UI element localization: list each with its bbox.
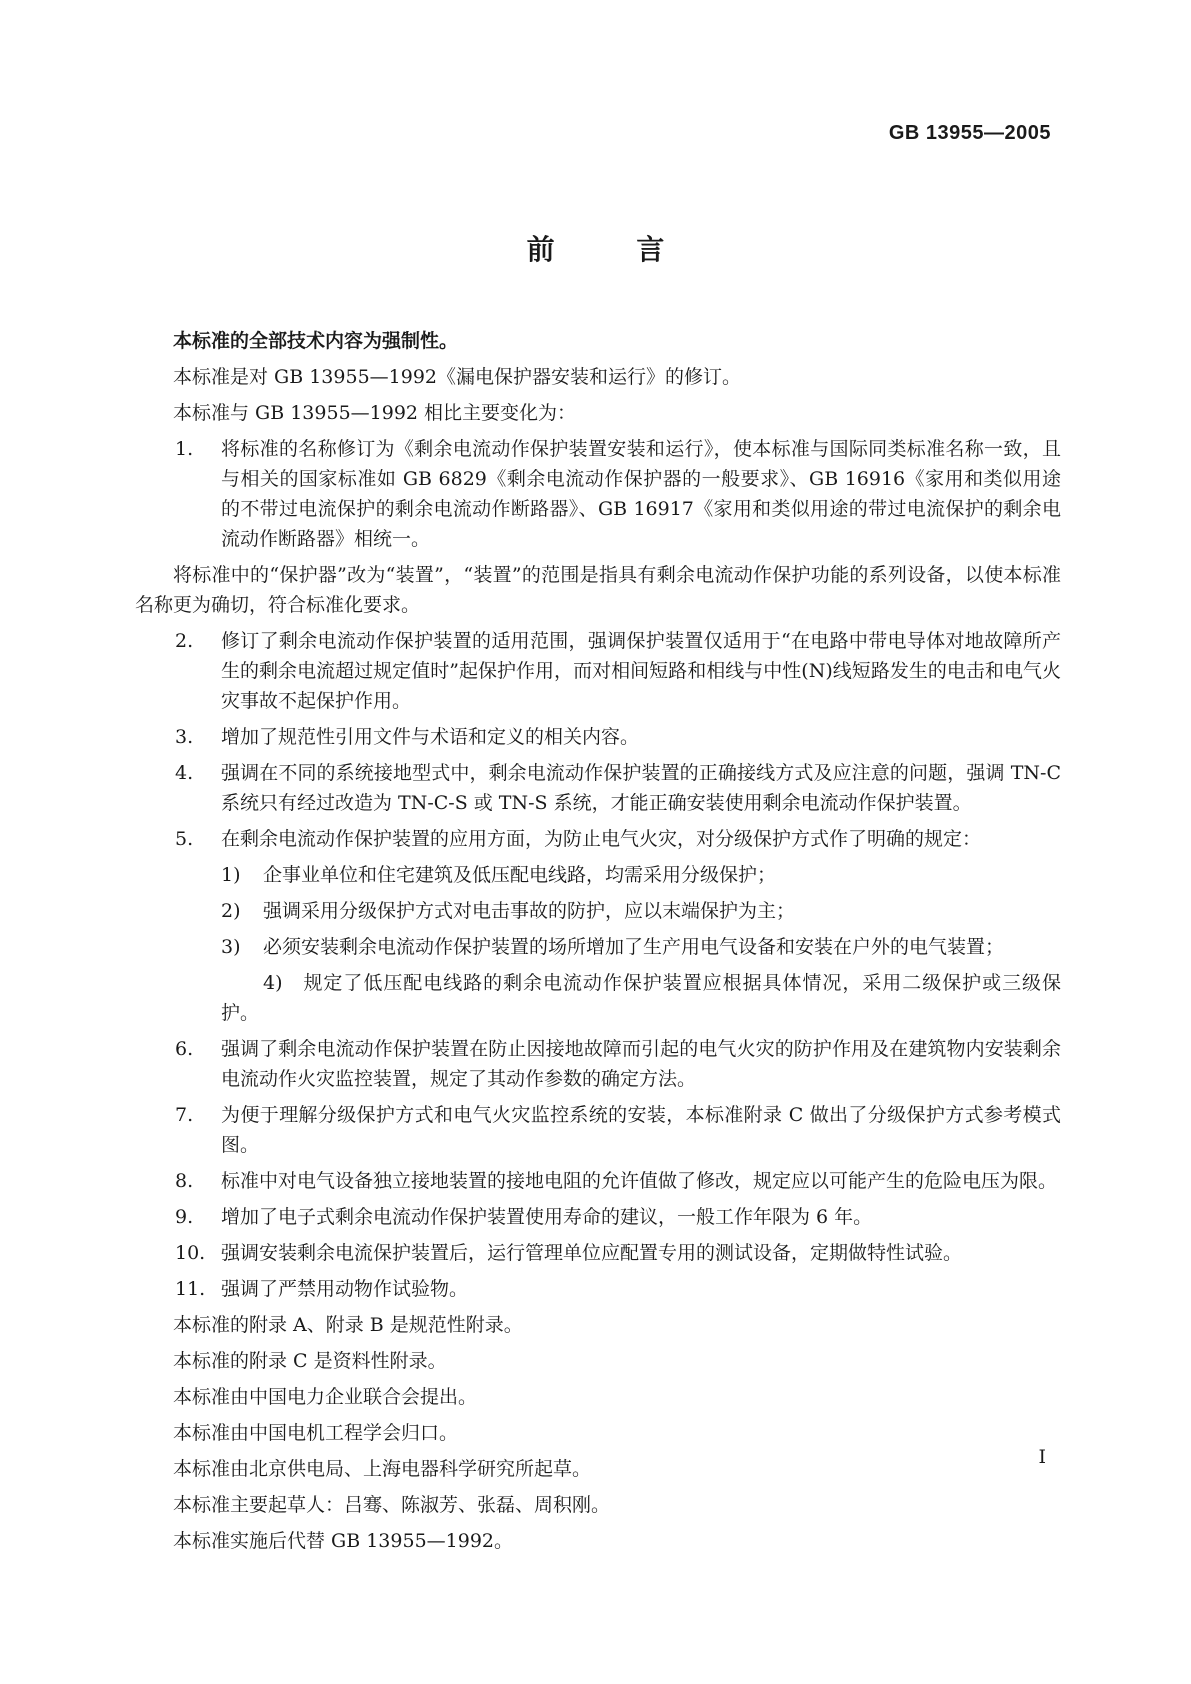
item-text: 强调了剩余电流动作保护装置在防止因接地故障而引起的电气火灾的防护作用及在建筑物内安装剩余电流动作火灾监控装置，规定了其动作参数的确定方法。: [221, 1038, 1061, 1090]
sub-item-text: 强调采用分级保护方式对电击事故的防护，应以末端保护为主；: [263, 900, 796, 922]
replacement-note: 本标准实施后代替 GB 13955—1992。: [173, 1530, 514, 1552]
change-item: [135, 1034, 1061, 1094]
centralized-by: 本标准由中国电机工程学会归口。: [173, 1422, 459, 1444]
sub-item: [135, 896, 1061, 926]
item-number: 11.: [175, 1278, 206, 1300]
item-number: 1.: [175, 438, 194, 460]
sub-item-number: 4): [263, 972, 283, 994]
item-text: 强调了严禁用动物作试验物。: [221, 1278, 469, 1300]
page-number: I: [1038, 1446, 1046, 1468]
standard-code: GB 13955—2005: [888, 122, 1051, 144]
change-item: [135, 626, 1061, 716]
change-item: [135, 722, 1061, 752]
page-title: 前 言: [526, 233, 701, 266]
sub-item-number: 2): [221, 900, 241, 922]
item-number: 7.: [175, 1104, 194, 1126]
foreword-body: [135, 326, 1061, 1562]
sub-item: [135, 932, 1061, 962]
sub-item-number: 3): [221, 936, 241, 958]
item-text: 强调在不同的系统接地型式中，剩余电流动作保护装置的正确接线方式及应注意的问题，强调 TN-C 系统只有经过改造为 TN-C-S 或 TN-S 系统，才能正确安装使用剩余电流动作保护装置。: [221, 762, 1061, 814]
sub-item: [135, 968, 1061, 1028]
change-item: [135, 1202, 1061, 1232]
item-number: 4.: [175, 762, 194, 784]
appendix-normative: 本标准的附录 A、附录 B 是规范性附录。: [173, 1314, 523, 1336]
mandatory-statement: 本标准的全部技术内容为强制性。: [173, 330, 459, 352]
drafting-units: 本标准由北京供电局、上海电器科学研究所起草。: [173, 1458, 592, 1480]
item-text: 为便于理解分级保护方式和电气火灾监控系统的安装，本标准附录 C 做出了分级保护方式参考模式图。: [221, 1104, 1061, 1156]
appendix-informative: 本标准的附录 C 是资料性附录。: [173, 1350, 447, 1372]
item-text: 标准中对电气设备独立接地装置的接地电阻的允许值做了修改，规定应以可能产生的危险电压为限。: [221, 1170, 1058, 1192]
item-number: 6.: [175, 1038, 194, 1060]
item-number: 10.: [175, 1242, 206, 1264]
main-drafters: 本标准主要起草人：吕骞、陈淑芳、张磊、周积刚。: [173, 1494, 611, 1516]
item-text: 修订了剩余电流动作保护装置的适用范围，强调保护装置仅适用于“在电路中带电导体对地故障所产生的剩余电流超过规定值时”起保护作用，而对相间短路和相线与中性(N)线短路发生的电击和电气火灾事故不起保护作用。: [221, 630, 1061, 712]
sub-item-text: 必须安装剩余电流动作保护装置的场所增加了生产用电气设备和安装在户外的电气装置；: [263, 936, 1005, 958]
change-item: [135, 758, 1061, 818]
item-text: 将标准的名称修订为《剩余电流动作保护装置安装和运行》，使本标准与国际同类标准名称一致，且与相关的国家标准如 GB 6829《剩余电流动作保护器的一般要求》、GB 16916《家用和类似用途的不带过电流保护的剩余电流动作断路器》、GB 16917《家用和类似用途的带过电流保护的剩余电流动作断路器》相统一。: [221, 438, 1061, 550]
sub-item: [135, 860, 1061, 890]
changes-intro: 本标准与 GB 13955—1992 相比主要变化为：: [173, 402, 577, 424]
change-note: 将标准中的“保护器”改为“装置”，“装置”的范围是指具有剩余电流动作保护功能的系列设备，以使本标准名称更为确切，符合标准化要求。: [135, 564, 1061, 616]
item-number: 9.: [175, 1206, 194, 1228]
change-item: [135, 434, 1061, 554]
item-number: 8.: [175, 1170, 194, 1192]
item-number: 3.: [175, 726, 194, 748]
item-text: 强调安装剩余电流保护装置后，运行管理单位应配置专用的测试设备，定期做特性试验。: [221, 1242, 963, 1264]
change-item: [135, 1274, 1061, 1304]
change-item: [135, 1238, 1061, 1268]
change-item: [135, 1100, 1061, 1160]
change-item: [135, 1166, 1061, 1196]
change-item: [135, 824, 1061, 854]
sub-item-text: 企事业单位和住宅建筑及低压配电线路，均需采用分级保护；: [263, 864, 777, 886]
item-text: 在剩余电流动作保护装置的应用方面，为防止电气火灾，对分级保护方式作了明确的规定：: [221, 828, 982, 850]
item-text: 增加了电子式剩余电流动作保护装置使用寿命的建议，一般工作年限为 6 年。: [221, 1206, 873, 1228]
revision-statement: 本标准是对 GB 13955—1992《漏电保护器安装和运行》的修订。: [173, 366, 742, 388]
sub-item-number: 1): [221, 864, 241, 886]
proposer: 本标准由中国电力企业联合会提出。: [173, 1386, 478, 1408]
item-number: 5.: [175, 828, 194, 850]
item-text: 增加了规范性引用文件与术语和定义的相关内容。: [221, 726, 640, 748]
item-number: 2.: [175, 630, 194, 652]
sub-item-text: 规定了低压配电线路的剩余电流动作保护装置应根据具体情况，采用二级保护或三级保护。: [221, 972, 1061, 1024]
